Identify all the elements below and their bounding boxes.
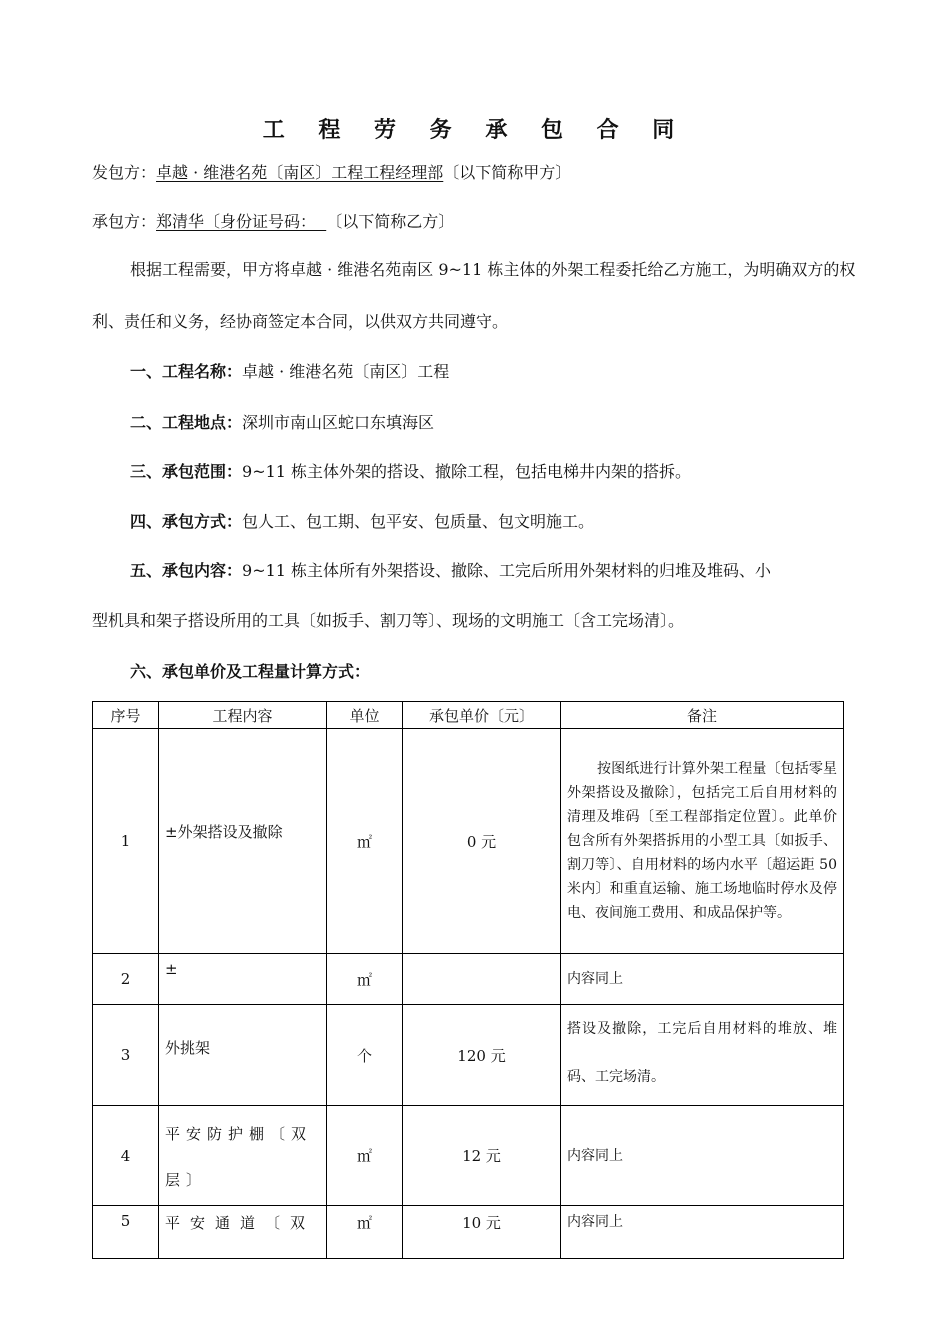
row-item: 平安通道〔双 <box>159 1206 327 1259</box>
section-4 <box>130 509 594 532</box>
section-2 <box>130 410 434 433</box>
row-remark: 内容同上 <box>561 954 844 1005</box>
party-a-label: 发包方： <box>92 163 157 182</box>
intro-paragraph: 根据工程需要，甲方将卓越 · 维港名苑南区 9~11 栋主体的外架工程委托给乙方施工，为明确双方的权利、责任和义务，经协商签定本合同，以供双方共同遵守。 <box>92 260 856 331</box>
section-3 <box>130 459 691 482</box>
row-no: 3 <box>93 1005 159 1106</box>
row-remark: 搭设及撤除，工完后自用材料的堆放、堆码、工完场清。 <box>561 1005 844 1106</box>
section-3-label: 三、承包范围： <box>130 462 243 481</box>
row-unit: ㎡ <box>327 1206 403 1259</box>
header-price: 承包单价〔元〕 <box>403 702 561 729</box>
table-row <box>93 1206 844 1259</box>
table-row <box>93 1106 844 1206</box>
row-unit: ㎡ <box>327 954 403 1005</box>
party-b-suffix: 〔以下简称乙方〕 <box>326 212 455 231</box>
row-item: 外挑架 <box>159 1005 327 1106</box>
row-no: 1 <box>93 729 159 954</box>
section-1-text: 卓越 · 维港名苑〔南区〕工程 <box>242 362 450 381</box>
section-5-text: 9~11 栋主体所有外架搭设、撤除、工完后所用外架材料的归堆及堆码、小 <box>242 561 772 580</box>
party-a-suffix: 〔以下简称甲方〕 <box>443 163 572 182</box>
row-unit: 个 <box>327 1005 403 1106</box>
party-b-value: 郑清华〔身份证号码： <box>156 212 327 231</box>
row-price: 0 元 <box>403 729 561 954</box>
section-3-text: 9~11 栋主体外架的搭设、撤除工程，包括电梯井内架的搭拆。 <box>242 462 692 481</box>
pricing-table <box>92 701 844 1259</box>
row-price: 10 元 <box>403 1206 561 1259</box>
section-1 <box>130 359 449 382</box>
section-2-label: 二、工程地点： <box>130 413 243 432</box>
row-item: ± <box>159 954 327 1005</box>
row-item: 平安防护棚〔双层〕 <box>159 1106 327 1206</box>
table-row <box>93 954 844 1005</box>
party-a-line <box>92 160 571 183</box>
section-5-label: 五、承包内容： <box>130 561 243 580</box>
row-unit: ㎡ <box>327 729 403 954</box>
row-unit: ㎡ <box>327 1106 403 1206</box>
section-5-continuation: 型机具和架子搭设所用的工具〔如扳手、割刀等〕、现场的文明施工〔含工完场清〕。 <box>92 611 685 630</box>
party-b-label: 承包方： <box>92 212 157 231</box>
row-price: 12 元 <box>403 1106 561 1206</box>
party-a-value: 卓越 · 维港名苑〔南区〕工程工程经理部 <box>156 163 444 182</box>
party-b-line <box>92 209 454 232</box>
row-price <box>403 954 561 1005</box>
row-item: ±外架搭设及撤除 <box>159 729 327 954</box>
section-6-heading: 六、承包单价及工程量计算方式： <box>130 662 371 681</box>
row-remark: 内容同上 <box>561 1206 844 1259</box>
header-item: 工程内容 <box>159 702 327 729</box>
row-remark: 按图纸进行计算外架工程量〔包括零星外架搭设及撤除〕，包括完工后自用材料的清理及堆码〔至工程部指定位置〕。此单价包含所有外架搭拆用的小型工具〔如扳手、割刀等〕、自用材料的场内水平〔超运距 50 米内〕和重直运输、施工场地临时停水及停电、夜间施工费用、和成品保护等。 <box>561 729 844 954</box>
document-title: 工 程 劳 务 承 包 合 同 <box>262 118 688 143</box>
section-4-label: 四、承包方式： <box>130 512 243 531</box>
section-2-text: 深圳市南山区蛇口东填海区 <box>242 413 435 432</box>
row-no: 4 <box>93 1106 159 1206</box>
section-5 <box>130 558 771 581</box>
row-no: 2 <box>93 954 159 1005</box>
table-header-row <box>93 702 844 729</box>
table-row <box>93 729 844 954</box>
header-unit: 单位 <box>327 702 403 729</box>
row-remark: 内容同上 <box>561 1106 844 1206</box>
header-no: 序号 <box>93 702 159 729</box>
section-4-text: 包人工、包工期、包平安、包质量、包文明施工。 <box>242 512 595 531</box>
header-remark: 备注 <box>561 702 844 729</box>
table-row <box>93 1005 844 1106</box>
row-no: 5 <box>93 1206 159 1259</box>
row-price: 120 元 <box>403 1005 561 1106</box>
section-1-label: 一、工程名称： <box>130 362 243 381</box>
